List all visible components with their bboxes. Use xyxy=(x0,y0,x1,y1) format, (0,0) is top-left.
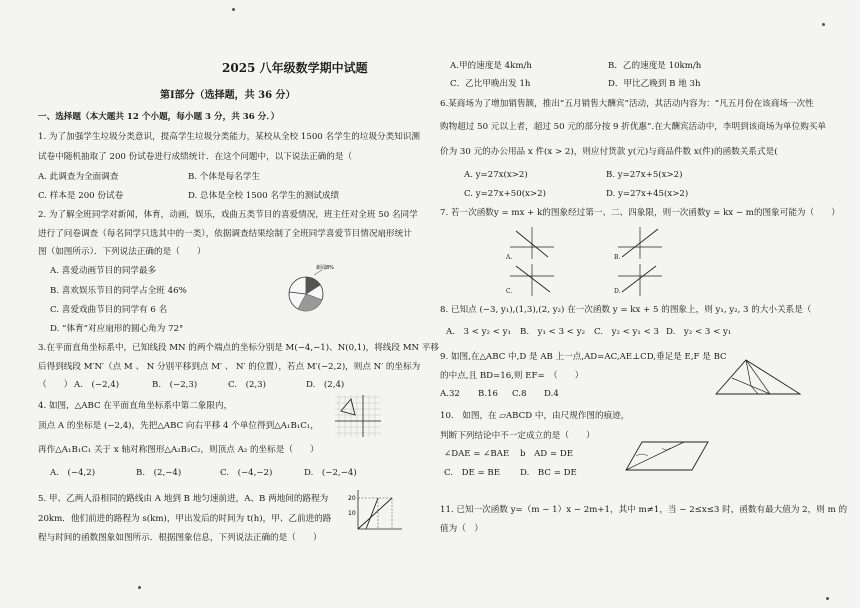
q6-option-a: A. y=27x(x>2) xyxy=(464,170,528,180)
q6-line2: 购物超过 50 元以上者，超过 50 元的部分按 9 折优惠”.在大酬宾活动中，李明到该商场为单位购买单 xyxy=(440,122,827,132)
graph-y-10-label: 10 xyxy=(348,510,356,517)
q3-option-d: D. (2,4) xyxy=(306,380,345,390)
scan-dot xyxy=(138,586,141,589)
q10-option-a: ∠DAE = ∠BAE xyxy=(444,449,510,459)
q7-graph-c xyxy=(508,262,556,298)
q5-line1: 5. 甲、乙两人沿相同的路线由 A 地到 B 地匀速前进，A、B 两地间的路程为 xyxy=(38,494,329,504)
q1-option-d: D. 总体是全校 1500 名学生的测试成绩 xyxy=(188,191,340,201)
q8-line1: 8. 已知点 (−3, y₁),(1,3),(2, y₂) 在一次函数 y = kx + 5 的图象上，则 y₁, y₂, 3 的大小关系是（ xyxy=(440,305,812,315)
q11-line1: 11. 已知一次函数 y=（m − 1）x − 2m+1，其中 m≠1，当 − 2≤x≤3 时，函数有最大值为 2，则 m 的 xyxy=(440,505,848,515)
q9-option-c: C.8 xyxy=(512,389,527,399)
q1-line1: 1. 为了加强学生垃圾分类意识，提高学生垃圾分类能力，某校从全校 1500 名学生的垃圾分类知识测 xyxy=(38,132,421,142)
q10-line1: 10. 如图，在 ▱ABCD 中，由尺规作图的痕迹， xyxy=(440,411,630,421)
q1-line2: 试卷中随机抽取了 200 份试卷进行成绩统计．在这个问题中，以下说法正确的是（ xyxy=(38,152,353,162)
q4-line2: 顶点 A 的坐标是 (−2,4)，先把△ABC 向右平移 4 个单位得到△A₁B₁C₁， xyxy=(38,421,319,431)
q4-option-c: C. (−4,−2) xyxy=(220,468,273,478)
q5-line3: 程与时间的函数图象如图所示．根据图象信息，下列说法正确的是（ ） xyxy=(38,533,322,543)
q7-line1: 7. 若一次函数y = mx + k的图象经过第一、二、四象限，则一次函数y = kx − m的图象可能为（ ） xyxy=(440,208,840,218)
graph-y-20-label: 20 xyxy=(348,495,356,502)
q2-option-a: A. 喜爱动画节目的同学最多 xyxy=(50,266,157,276)
q7-graph-b xyxy=(616,225,664,261)
q10-line2: 判断下列结论中不一定成立的是（ ） xyxy=(440,431,595,441)
q2-line3: 图（如图所示）．下列说法正确的是（ ） xyxy=(38,247,206,257)
q5-option-c: C．乙比甲晚出发 1h xyxy=(450,79,531,89)
q1-option-a: A. 此调查为全面调查 xyxy=(38,172,119,182)
q11-line2: 值为（ ） xyxy=(440,524,483,534)
q9-triangle-figure xyxy=(712,356,804,398)
q3-option-a: A. (−2,4) xyxy=(74,380,120,390)
q9-option-d: D.4 xyxy=(544,389,559,399)
q4-option-d: D. (−2,−4) xyxy=(304,468,357,478)
q2-option-b: B. 喜欢娱乐节目的同学占全班 46% xyxy=(50,286,187,296)
q6-option-d: D. y=27x+45(x>2) xyxy=(606,189,689,199)
q3-line2: 后得到线段 M′N′（点 M 、 N 分别平移到点 M′ 、 N′ 的位置），若点 M′(−2,2)，则点 N′ 的坐标为 xyxy=(38,362,421,372)
q7-graph-a xyxy=(508,225,556,261)
q7-option-c: C. xyxy=(506,288,513,295)
q2-line2: 进行了问卷调查（每名同学只选其中的一类），依据调查结果绘制了全班同学喜爱节目情况扇形统计 xyxy=(38,229,412,239)
part-heading: 第Ⅰ部分（选择题，共 36 分） xyxy=(160,90,296,101)
q1-option-b: B. 个体是每名学生 xyxy=(188,172,260,182)
q9-option-a: A.32 xyxy=(440,389,460,399)
q7-option-b: B. xyxy=(614,254,621,261)
q6-option-b: B. y=27x+5(x>2) xyxy=(606,170,683,180)
q6-option-c: C. y=27x+50(x>2) xyxy=(464,189,546,199)
q1-option-c: C. 样本是 200 份试卷 xyxy=(38,191,124,201)
q6-line1: 6.某商场为了增加销售额，推出“五月销售大酬宾”活动，其活动内容为：“凡五月份在该商场一次性 xyxy=(440,99,814,109)
q8-option-c: C. y₂ < y₁ < 3 xyxy=(594,327,659,337)
q9-option-b: B.16 xyxy=(478,389,498,399)
q3-line3: （ ） xyxy=(38,380,73,390)
q8-option-b: B. y₁ < 3 < y₂ xyxy=(520,327,586,337)
q4-option-b: B. (2,−4) xyxy=(136,468,182,478)
q8-option-d: D. y₂ < 3 < y₁ xyxy=(666,327,732,337)
q3-option-b: B. (−2,3) xyxy=(152,380,198,390)
scan-dot xyxy=(826,597,829,600)
q2-pie-chart xyxy=(284,262,346,324)
q4-line1: 4. 如图，△ABC 在平面直角坐标系中第二象限内， xyxy=(38,401,233,411)
q10-option-b: b AD = DE xyxy=(520,449,574,459)
scan-dot xyxy=(232,8,235,11)
q5-option-a: A.甲的速度是 4km/h xyxy=(450,61,532,71)
q5-line2: 20km．他们前进的路程为 s(km)，甲出发后的时间为 t(h)，甲、乙前进的路 xyxy=(38,514,332,524)
q5-distance-time-graph xyxy=(348,487,404,535)
q7-option-a: A. xyxy=(506,254,513,261)
q4-line3: 再作△A₁B₁C₁ 关于 x 轴对称图形△A₂B₂C₂，则顶点 A₂ 的坐标是（ ） xyxy=(38,445,319,455)
q5-option-b: B．乙的速度是 10km/h xyxy=(608,61,702,71)
q3-option-c: C. (2,3) xyxy=(228,380,266,390)
q7-graph-d xyxy=(616,262,664,298)
q8-option-a: A. 3 < y₂ < y₁ xyxy=(446,327,511,337)
q5-option-d: D．甲比乙晚到 B 地 3h xyxy=(608,79,701,89)
q10-option-c: C. DE = BE xyxy=(444,468,501,478)
q4-grid-figure xyxy=(333,393,383,439)
q2-option-c: C. 喜爱戏曲节目的同学有 6 名 xyxy=(50,305,168,315)
q2-option-d: D. “体育”对应扇形的圆心角为 72° xyxy=(50,324,184,334)
q6-line3: 价为 30 元的办公用品 x 件(x > 2)，则应付货款 y(元)与商品件数 x(件)的函数关系式是( xyxy=(440,147,778,157)
q2-line1: 2. 为了解全班同学对新闻，体育，动画，娱乐，戏曲五类节目的喜爱情况，班主任对全班 50 名同学 xyxy=(38,210,418,220)
q9-line1: 9. 如图,在△ABC 中,D 是 AB 上一点,AD=AC,AE⊥CD,垂足是 E,F 是 BC xyxy=(440,352,727,362)
q3-line1: 3.在平面直角坐标系中，已知线段 MN 的两个端点的坐标分别是 M(−4,−1)、N(0,1)，将线段 MN 平移 xyxy=(38,343,439,353)
q7-option-d: D. xyxy=(614,288,621,295)
exam-title: 2025 八年级数学期中试题 xyxy=(222,61,368,75)
q4-option-a: A. (−4,2) xyxy=(50,468,96,478)
scan-dot xyxy=(822,23,825,26)
pie-label-news: 新闻8% xyxy=(316,265,334,271)
q10-parallelogram-figure xyxy=(622,436,712,476)
section-heading: 一、选择题（本大题共 12 个小题，每小题 3 分，共 36 分．） xyxy=(38,112,280,122)
q10-option-d: D. BC = DE xyxy=(520,468,577,478)
q9-line2: 的中点,且 BD=16,则 EF= （ ） xyxy=(440,371,584,381)
